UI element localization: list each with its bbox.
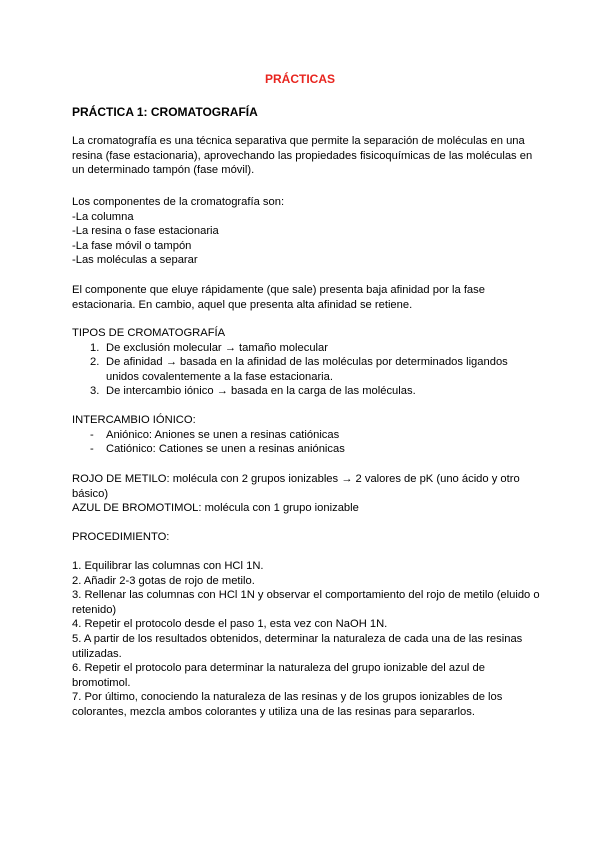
procedure-step: 1. Equilibrar las columnas con HCl 1N. xyxy=(72,560,264,572)
dash-marker: - xyxy=(90,443,94,456)
ionic-block xyxy=(72,413,542,457)
rojo-metilo: ROJO DE METILO: molécula con 2 grupos ionizables → 2 valores de pK (uno ácido y otro básico) xyxy=(72,473,520,500)
ionic-list xyxy=(72,428,542,457)
ionic-item xyxy=(72,442,542,457)
ionic-item xyxy=(72,428,542,443)
procedure-step: 7. Por último, conociendo la naturaleza de las resinas y de los grupos ionizables de los colorantes, mezcla ambos colorantes y utiliza una de las resinas para separarlos. xyxy=(72,691,503,718)
dash-marker: - xyxy=(90,428,94,441)
component-item: -La fase móvil o tampón xyxy=(72,239,192,252)
procedure-list xyxy=(72,559,542,720)
components-list xyxy=(72,210,542,268)
type-item xyxy=(72,384,542,399)
type-item xyxy=(72,341,542,356)
procedure-step: 4. Repetir el protocolo desde el paso 1, esta vez con NaOH 1N. xyxy=(72,618,388,631)
intro-paragraph: La cromatografía es una técnica separativa que permite la separación de moléculas en una resina (fase estacionaria), aprovechando las propiedades fisicoquímicas de las moléculas en un determinado tampón (fase móvil). xyxy=(72,135,533,177)
components-block xyxy=(72,195,542,268)
type-number: 2. xyxy=(90,356,100,369)
type-number: 1. xyxy=(90,341,100,354)
ionic-title: INTERCAMBIO IÓNICO: xyxy=(72,414,196,426)
procedure-step: 6. Repetir el protocolo para determinar la naturaleza del grupo ionizable del azul de bromotimol. xyxy=(72,662,485,689)
component-item: -La columna xyxy=(72,210,134,223)
components-title: Los componentes de la cromatografía son: xyxy=(72,196,285,208)
component-item: -La resina o fase estacionaria xyxy=(72,225,219,238)
procedure-step: 2. Añadir 2-3 gotas de rojo de metilo. xyxy=(72,574,255,587)
section-heading: PRÁCTICA 1: CROMATOGRAFÍA xyxy=(72,105,258,119)
ionic-text: Catiónico: Cationes se unen a resinas aniónicas xyxy=(106,443,345,456)
azul-bromotimol: AZUL DE BROMOTIMOL: molécula con 1 grupo ionizable xyxy=(72,502,359,515)
indicators-block xyxy=(72,472,542,516)
procedure-step: 3. Rellenar las columnas con HCl 1N y observar el comportamiento del rojo de metilo (eluido o retenido) xyxy=(72,589,540,616)
component-item: -Las moléculas a separar xyxy=(72,254,198,267)
affinity-paragraph: El componente que eluye rápidamente (que sale) presenta baja afinidad por la fase estacionaria. En cambio, aquel que presenta alta afinidad se retiene. xyxy=(72,284,485,311)
document-title: PRÁCTICAS xyxy=(264,72,335,86)
types-list xyxy=(72,341,542,399)
types-block xyxy=(72,326,542,399)
type-number: 3. xyxy=(90,385,100,398)
types-title: TIPOS DE CROMATOGRAFÍA xyxy=(72,327,226,339)
type-text: De exclusión molecular → tamaño molecular xyxy=(106,341,328,354)
type-text: De intercambio iónico → basada en la carga de las moléculas. xyxy=(106,385,416,398)
type-text: De afinidad → basada en la afinidad de las moléculas por determinados ligandos unidos covalentemente a la fase estacionaria. xyxy=(106,356,508,383)
procedure-step: 5. A partir de los resultados obtenidos, determinar la naturaleza de cada una de las resinas utilizadas. xyxy=(72,632,523,660)
procedure-title: PROCEDIMIENTO: xyxy=(72,531,170,543)
type-item xyxy=(72,355,542,384)
ionic-text: Aniónico: Aniones se unen a resinas catiónicas xyxy=(106,428,340,441)
